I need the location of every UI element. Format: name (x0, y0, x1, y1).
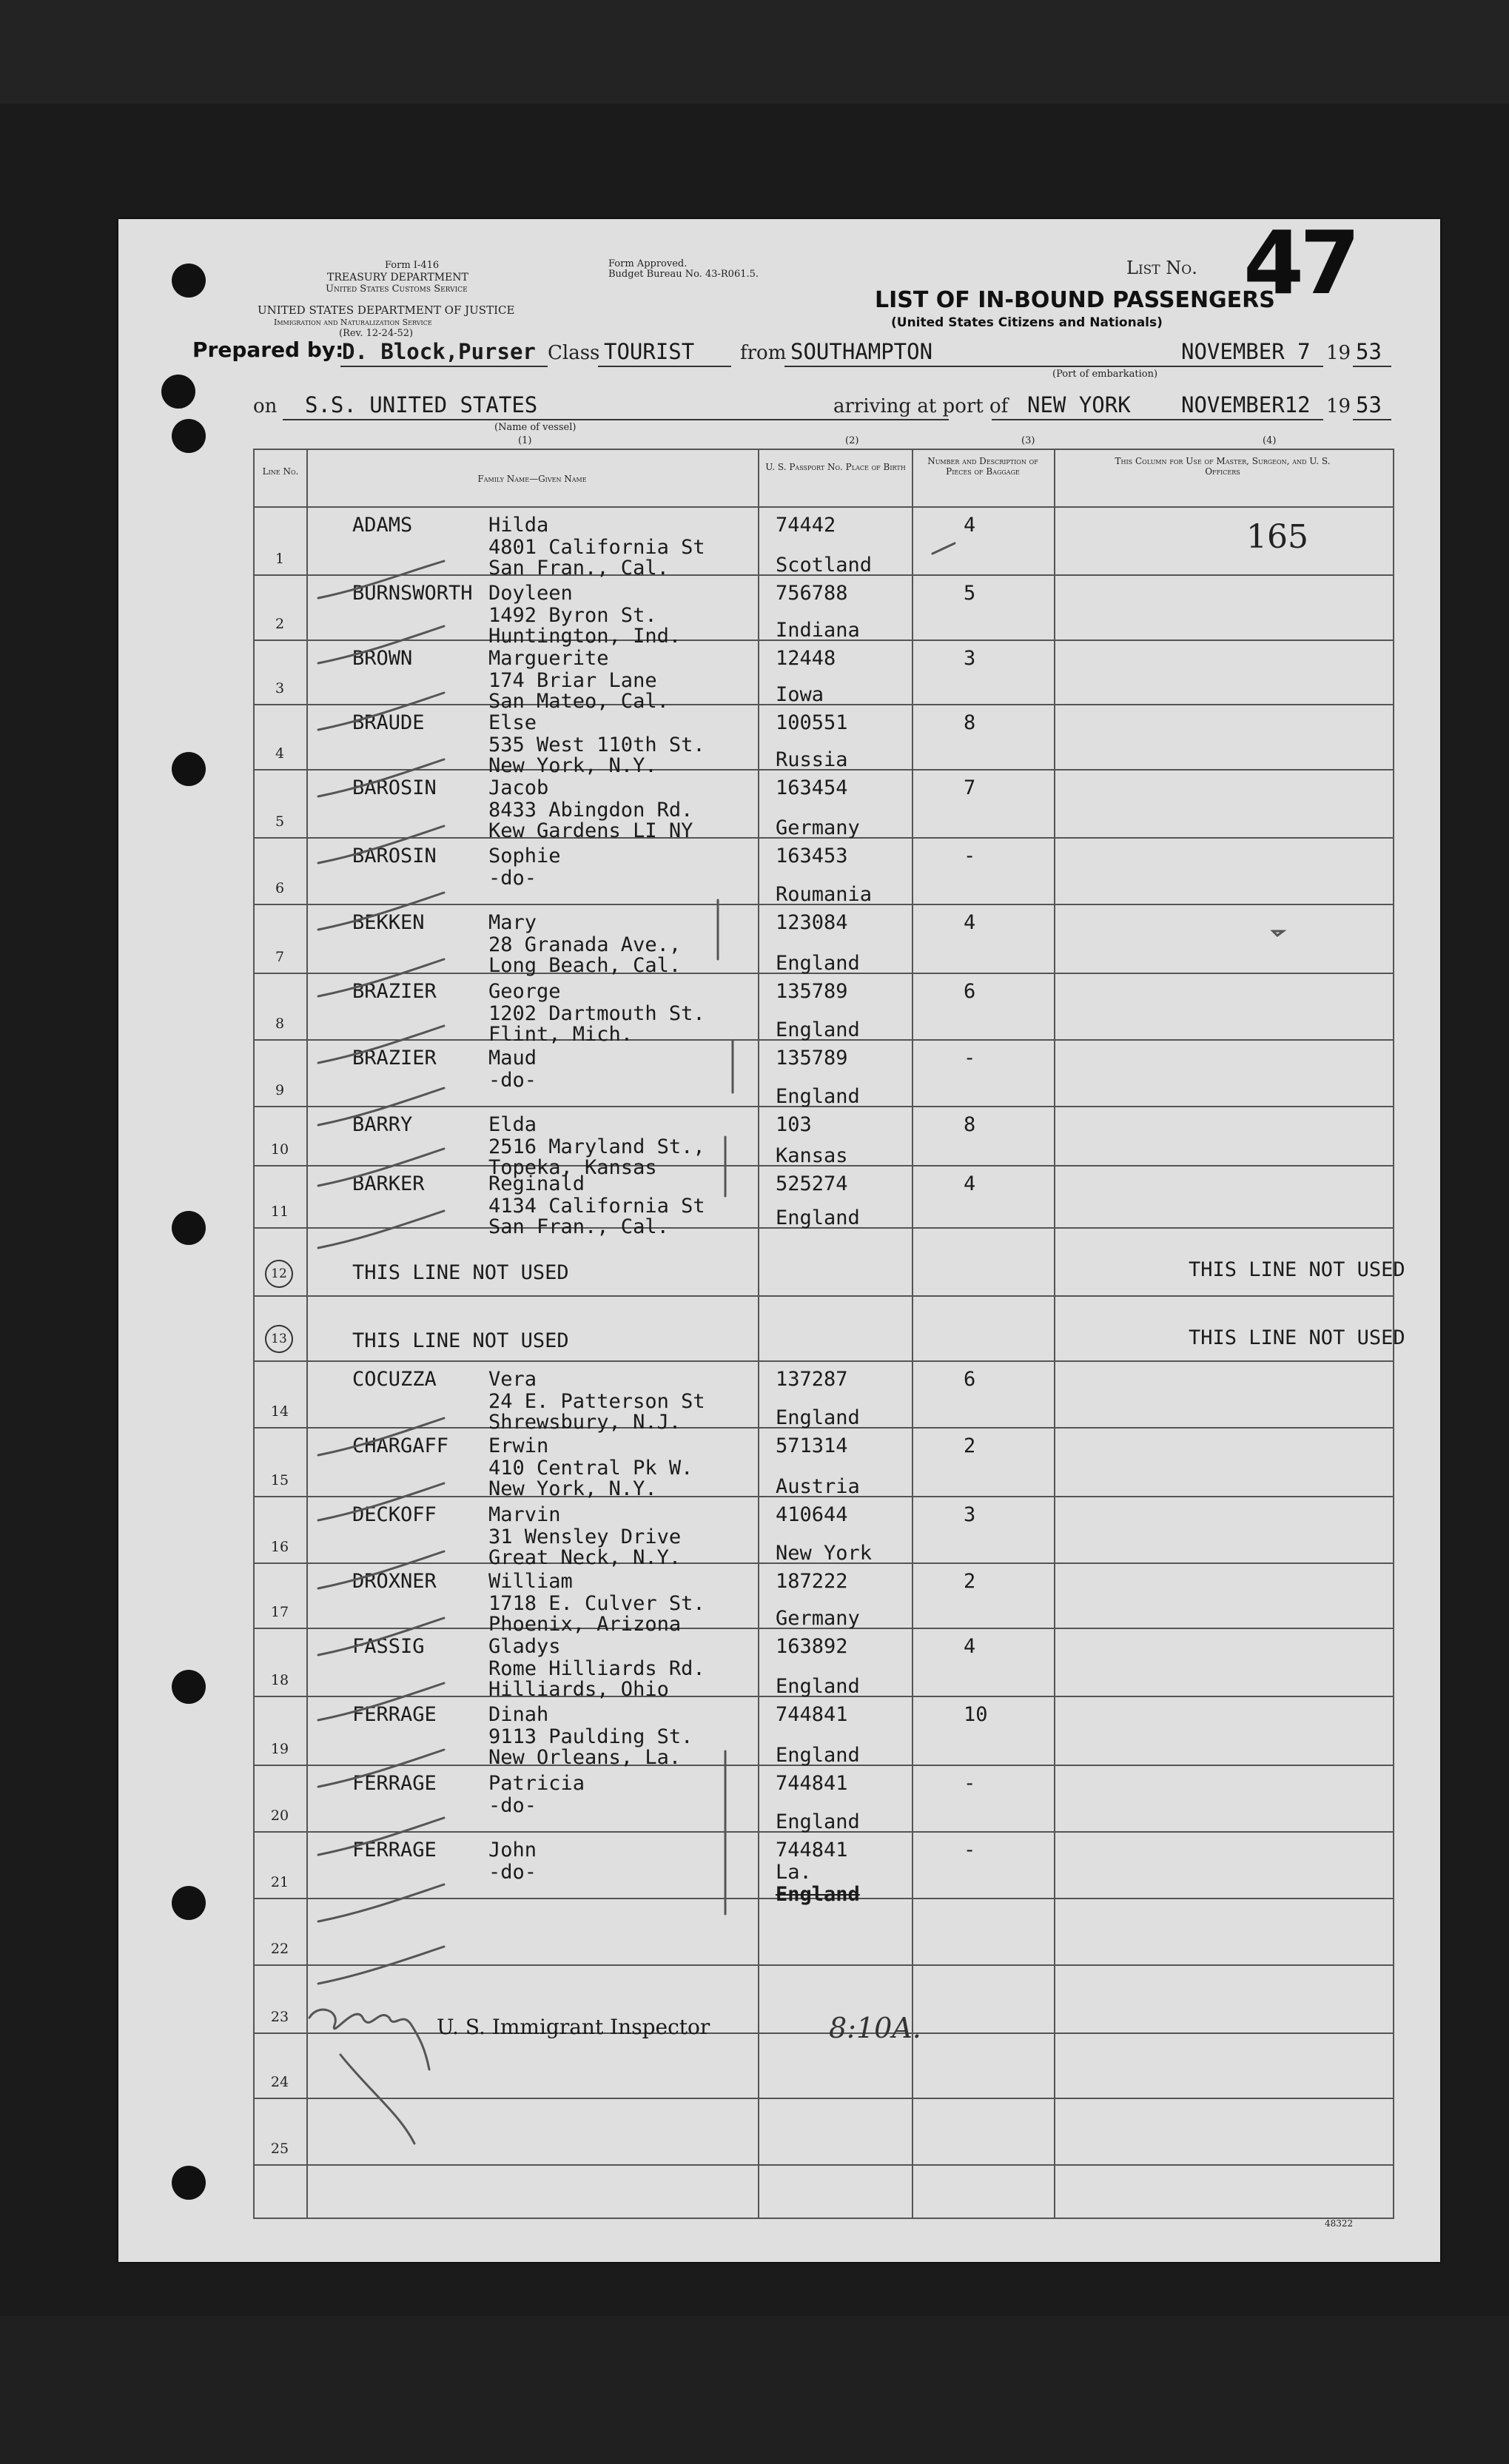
list-no-label: List No. (1126, 258, 1197, 278)
form-approved: Form Approved. (608, 258, 688, 269)
line-number: 24 (270, 2074, 289, 2090)
place-of-birth: La. (776, 1861, 812, 1884)
passport-number: 410644 (776, 1503, 848, 1526)
col1-number: (1) (518, 435, 532, 446)
class-value: TOURIST (604, 339, 695, 364)
arrival-year-prefix: 19 (1326, 395, 1351, 417)
class-label: Class (548, 342, 600, 364)
address-line-1: 1492 Byron St. (488, 604, 657, 627)
baggage-count: 3 (964, 1503, 976, 1526)
treasury-dept: TREASURY DEPARTMENT (327, 272, 468, 283)
line-number: 23 (270, 2009, 289, 2025)
passport-number: 123084 (776, 911, 848, 934)
given-name: John (488, 1839, 537, 1862)
passport-number: 163454 (776, 776, 848, 799)
passport-number: 137287 (776, 1368, 848, 1391)
baggage-count: - (964, 845, 976, 867)
line-number: 6 (275, 880, 285, 896)
address-line-2: New York, N.Y. (488, 1477, 657, 1500)
passport-number: 163892 (776, 1635, 848, 1658)
film-strip-bottom (0, 2316, 1509, 2464)
address-line-1: 410 Central Pk W. (488, 1457, 693, 1480)
given-name: Erwin (488, 1434, 549, 1457)
address-line-1: -do- (488, 1069, 537, 1092)
place-of-birth: Austria (776, 1475, 860, 1498)
address-line-1: 24 E. Patterson St (488, 1390, 705, 1413)
officer-note: THIS LINE NOT USED (1189, 1258, 1405, 1281)
address-line-2: San Fran., Cal. (488, 557, 669, 580)
baggage-count: 4 (964, 911, 976, 934)
line-number: 12 (265, 1260, 293, 1288)
depart-year: 53 (1356, 339, 1382, 364)
place-of-birth: New York (776, 1542, 873, 1565)
passport-number: 135789 (776, 980, 848, 1003)
place-of-birth: England (776, 952, 860, 975)
line-number: 18 (270, 1672, 289, 1688)
from-value: SOUTHAMPTON (790, 339, 933, 364)
address-line-2: Flint, Mich. (488, 1023, 633, 1046)
baggage-count: 2 (964, 1434, 976, 1457)
address-line-1: -do- (488, 1794, 537, 1817)
revision: (Rev. 12-24-52) (339, 328, 414, 339)
on-label: on (253, 395, 278, 417)
address-line-1: -do- (488, 867, 537, 890)
footer-code: 48322 (1325, 2218, 1354, 2229)
document-subtitle: (United States Citizens and Nationals) (891, 315, 1163, 330)
address-line-1: 535 West 110th St. (488, 734, 705, 756)
header-passport: U. S. Passport No. Place of Birth (765, 462, 906, 472)
family-name: CHARGAFF (352, 1434, 449, 1457)
line-number: 17 (270, 1604, 289, 1620)
baggage-count: - (964, 1772, 976, 1795)
given-name: Mary (488, 911, 537, 934)
place-of-birth: England (776, 1085, 860, 1108)
prepared-by-label: Prepared by: (192, 338, 344, 362)
baggage-count: 5 (964, 582, 976, 605)
passport-number: 756788 (776, 582, 848, 605)
address-line-2: Topeka, Kansas (488, 1156, 657, 1179)
baggage-count: 4 (964, 514, 976, 537)
arrival-year: 53 (1356, 392, 1382, 417)
line-number: 16 (270, 1539, 289, 1555)
line-number: 13 (265, 1325, 293, 1353)
place-of-birth: Russia (776, 748, 848, 771)
place-of-birth: Roumania (776, 883, 873, 906)
pencil-annotations (118, 219, 1440, 2262)
place-of-birth: England (776, 1675, 860, 1698)
given-name: Maud (488, 1047, 537, 1070)
struck-place-of-birth: England (776, 1883, 860, 1906)
given-name: Else (488, 711, 537, 734)
family-name: FERRAGE (352, 1839, 437, 1862)
port-embark-note: (Port of embarkation) (1052, 369, 1158, 380)
baggage-count: - (964, 1047, 976, 1070)
line-number: 4 (275, 745, 285, 762)
given-name: Marguerite (488, 647, 609, 670)
ins-service: Immigration and Naturalization Service (274, 318, 432, 327)
address-line-1: 1202 Dartmouth St. (488, 1002, 705, 1025)
line-number: 3 (275, 680, 285, 696)
address-line-1: 31 Wensley Drive (488, 1525, 682, 1548)
line-number: 5 (275, 813, 285, 830)
baggage-count: 10 (964, 1703, 988, 1726)
family-name: BROWN (352, 647, 413, 670)
family-name: BRAUDE (352, 711, 425, 734)
baggage-count: 8 (964, 711, 976, 734)
header-officers: This Column for Use of Master, Surgeon, and U. S. Officers (1115, 456, 1331, 477)
address-line-1: 2516 Maryland St., (488, 1135, 705, 1158)
given-name: Gladys (488, 1635, 561, 1658)
line-number: 20 (270, 1807, 289, 1824)
place-of-birth: England (776, 1206, 860, 1229)
family-name: BRAZIER (352, 1047, 437, 1070)
family-name: THIS LINE NOT USED (352, 1329, 569, 1352)
place-of-birth: Scotland (776, 554, 873, 577)
family-name: FERRAGE (352, 1703, 437, 1726)
passport-number: 12448 (776, 647, 836, 670)
address-line-2: San Fran., Cal. (488, 1215, 669, 1238)
line-number: 11 (270, 1204, 289, 1220)
address-line-1: Rome Hilliards Rd. (488, 1657, 705, 1680)
family-name: BARRY (352, 1113, 413, 1136)
baggage-count: 6 (964, 1368, 976, 1391)
customs-service: United States Customs Service (326, 283, 468, 295)
address-line-2: Phoenix, Arizona (488, 1613, 682, 1636)
family-name: BAROSIN (352, 845, 437, 867)
passport-number: 744841 (776, 1772, 848, 1795)
line-number: 22 (270, 1941, 289, 1957)
address-line-1: 8433 Abingdon Rd. (488, 799, 693, 822)
arrival-date: NOVEMBER12 (1181, 392, 1311, 417)
baggage-count: 2 (964, 1570, 976, 1593)
header-baggage: Number and Description of Pieces of Baggage (927, 456, 1038, 477)
address-line-2: Kew Gardens LI NY (488, 819, 693, 842)
officer-note: THIS LINE NOT USED (1189, 1326, 1405, 1349)
vessel-name: S.S. UNITED STATES (305, 392, 538, 417)
given-name: George (488, 980, 561, 1003)
line-number: 15 (270, 1472, 289, 1488)
line-number: 7 (275, 949, 285, 965)
baggage-count: 7 (964, 776, 976, 799)
given-name: Vera (488, 1368, 537, 1391)
arrival-port: NEW YORK (1027, 392, 1131, 417)
header-line-no: Line No. (262, 466, 299, 477)
address-line-1: 4801 California St (488, 536, 705, 559)
depart-year-prefix: 19 (1326, 342, 1351, 364)
passport-number: 103 (776, 1113, 812, 1136)
officer-note: 165 (1246, 518, 1308, 556)
address-line-2: Great Neck, N.Y. (488, 1546, 682, 1569)
address-line-1: -do- (488, 1861, 537, 1884)
passport-number: 744841 (776, 1839, 848, 1862)
place-of-birth: England (776, 1018, 860, 1041)
family-name: BARKER (352, 1172, 425, 1195)
baggage-count: 6 (964, 980, 976, 1003)
vessel-note: (Name of vessel) (494, 422, 577, 433)
justice-dept: UNITED STATES DEPARTMENT OF JUSTICE (258, 303, 515, 317)
place-of-birth: Germany (776, 1607, 860, 1630)
address-line-1: 174 Briar Lane (488, 669, 657, 692)
place-of-birth: England (776, 1744, 860, 1767)
family-name: COCUZZA (352, 1368, 437, 1391)
place-of-birth: Indiana (776, 619, 860, 642)
film-strip-top (0, 0, 1509, 104)
col3-number: (3) (1021, 435, 1035, 446)
family-name: BRAZIER (352, 980, 437, 1003)
given-name: William (488, 1570, 573, 1593)
place-of-birth: Kansas (776, 1144, 848, 1167)
line-number: 14 (270, 1403, 289, 1420)
family-name: BURNSWORTH (352, 582, 473, 605)
list-number: 47 (1243, 212, 1357, 314)
address-line-1: 4134 California St (488, 1195, 705, 1218)
passport-number: 135789 (776, 1047, 848, 1070)
place-of-birth: Germany (776, 816, 860, 839)
passport-number: 571314 (776, 1434, 848, 1457)
manifest-page (118, 212, 1440, 2262)
family-name: DECKOFF (352, 1503, 437, 1526)
given-name: Marvin (488, 1503, 561, 1526)
document-title: LIST OF IN-BOUND PASSENGERS (875, 287, 1275, 313)
from-label: from (740, 342, 787, 364)
line-number: 21 (270, 1874, 289, 1890)
family-name: FERRAGE (352, 1772, 437, 1795)
line-number: 1 (275, 551, 285, 567)
given-name: Reginald (488, 1172, 585, 1195)
given-name: Doyleen (488, 582, 573, 605)
place-of-birth: England (776, 1810, 860, 1833)
address-line-2: New Orleans, La. (488, 1746, 682, 1769)
passport-number: 187222 (776, 1570, 848, 1593)
given-name: Elda (488, 1113, 537, 1136)
line-number: 8 (275, 1016, 285, 1032)
passport-number: 525274 (776, 1172, 848, 1195)
line-number: 25 (270, 2141, 289, 2157)
address-line-2: Shrewsbury, N.J. (488, 1411, 682, 1434)
col4-number: (4) (1263, 435, 1277, 446)
line-number: 2 (275, 616, 285, 632)
given-name: Dinah (488, 1703, 549, 1726)
given-name: Hilda (488, 514, 549, 537)
family-name: THIS LINE NOT USED (352, 1261, 569, 1284)
address-line-2: Long Beach, Cal. (488, 954, 682, 977)
address-line-1: 9113 Paulding St. (488, 1725, 693, 1748)
line-number: 19 (270, 1741, 289, 1757)
family-name: BEKKEN (352, 911, 425, 934)
address-line-2: San Mateo, Cal. (488, 690, 669, 713)
col2-number: (2) (845, 435, 859, 446)
form-number: Form I-416 (385, 260, 440, 271)
passport-number: 163453 (776, 845, 848, 867)
baggage-count: 3 (964, 647, 976, 670)
inspector-line: U. S. Immigrant Inspector (437, 2015, 710, 2039)
address-line-2: Huntington, Ind. (488, 625, 682, 648)
depart-date: NOVEMBER 7 (1181, 339, 1311, 364)
given-name: Jacob (488, 776, 549, 799)
address-line-2: Hilliards, Ohio (488, 1678, 669, 1701)
baggage-count: - (964, 1839, 976, 1862)
baggage-count: 4 (964, 1172, 976, 1195)
given-name: Sophie (488, 845, 561, 867)
family-name: DROXNER (352, 1570, 437, 1593)
address-line-1: 28 Granada Ave., (488, 933, 682, 956)
passport-number: 100551 (776, 711, 848, 734)
prepared-by-value: D. Block,Purser (342, 339, 536, 364)
line-number: 9 (275, 1082, 285, 1098)
family-name: FASSIG (352, 1635, 425, 1658)
line-number: 10 (270, 1141, 289, 1158)
header-name: Family Name—Given Name (477, 474, 587, 484)
place-of-birth: Iowa (776, 683, 824, 706)
baggage-count: 8 (964, 1113, 976, 1136)
inspector-time: 8:10A. (829, 2012, 921, 2044)
arriving-label: arriving at port of (833, 395, 1009, 417)
family-name: BAROSIN (352, 776, 437, 799)
family-name: ADAMS (352, 514, 413, 537)
passport-number: 744841 (776, 1703, 848, 1726)
passport-number: 74442 (776, 514, 836, 537)
address-line-1: 1718 E. Culver St. (488, 1592, 705, 1615)
baggage-count: 4 (964, 1635, 976, 1658)
place-of-birth: England (776, 1406, 860, 1429)
budget-bureau: Budget Bureau No. 43-R061.5. (608, 269, 759, 280)
address-line-2: New York, N.Y. (488, 754, 657, 777)
given-name: Patricia (488, 1772, 585, 1795)
